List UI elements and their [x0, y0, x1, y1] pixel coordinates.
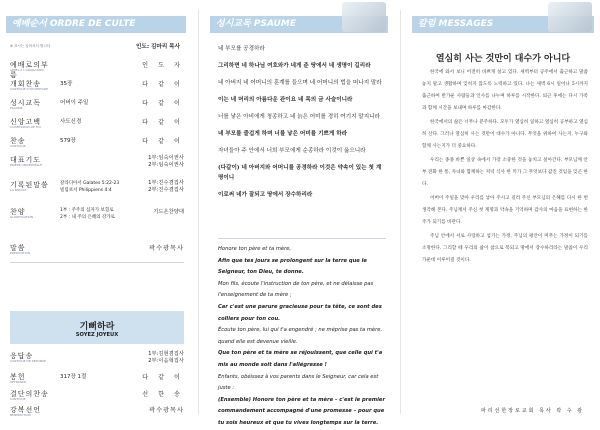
item-person: 1부:임숙이권사 2부:임숙이권사: [148, 155, 184, 168]
item-name: 대표기도: [10, 156, 42, 164]
item-subtitle: PRIERE UNIVERSELLE: [10, 163, 43, 167]
message-title: 열심히 사는 것만이 대수가 아니다: [435, 54, 571, 64]
worship-item: [10, 60, 184, 79]
item-person: 다 같 이: [142, 81, 184, 88]
psalm-line: 그리하면 네 하나님 여호와가 네게 준 땅에서 네 생명이 길리라: [218, 63, 371, 69]
item-detail: 317장 1절: [60, 374, 87, 380]
sermon-subtitle: SOYEZ JOYEUX: [75, 332, 119, 338]
item-name: 봉헌: [10, 373, 26, 381]
item-name: 개회찬송: [10, 80, 42, 88]
item-subtitle: GLORIFICATION: [10, 215, 34, 219]
item-name: 찬송: [10, 137, 26, 145]
item-subtitle: LA PAROLE: [10, 188, 27, 192]
psalm-french: [218, 244, 386, 430]
item-name: 예배로의부름: [10, 61, 49, 79]
psalm-fr-line: (Ensemble) Honore ton père et ta mère – c'est le premier commandement accompagné d'une promesse – pour que tu sois heureux et que tu vives longtemps sur la terre.: [218, 396, 386, 426]
message-paragraph: 우리는 종종 바쁜 일상 속에서 가장 소중한 것을 놓치고 살아간다. 부모님께 안부 전화 한 통, 자녀와 함께하는 저녁 식사 한 끼가 그 무엇보다 값진 것임을 잊곤 한다.: [422, 158, 588, 187]
item-name: 신앙고백: [10, 118, 42, 126]
message-paragraph: 한국에 와서 보니 어전히 바쁘게 살고 있다. 새벽부터 공주에서 출근하고 말씀 놓지 말고 생활하며 잊히지 않도록 노력하고 있다. 나는 새벽 6시 일어나 5시까지 출근하여 반가운 사람들과 인사를 나누며 하루를 시작한다. 퇴근 후에는 다시 가족과 함께 시간을 보내며 하루를 마감한다.: [422, 70, 588, 111]
psalm-line: 이로써 네가 잘되고 땅에서 장수하리라: [218, 192, 313, 198]
psalm-line: 네 부모를 공경하라: [218, 46, 265, 52]
message-paragraph: 한국에서의 삶은 너무나 분주하다. 모두가 열심히 일하고 열심히 공부하고 열심히 산다. 그러나 열심히 사는 것만이 대수가 아니다. 무엇을 위하여 사는지, 누구와 함께 사는지가 더 중요하다.: [422, 120, 588, 149]
item-detail: 사도신경: [60, 119, 82, 125]
item-subtitle: CANTIQUE DE REPONSE: [10, 359, 46, 363]
item-detail: 35장: [60, 81, 73, 87]
item-person: 다 같 이: [142, 100, 184, 107]
psalm-fr-line: Enfants, obéissez à vos parents dans le Seigneur, car cela est juste :: [218, 373, 379, 392]
worship-header: 예배순서 ORDRE DE CULTE: [6, 16, 186, 33]
worship-item: [10, 243, 184, 257]
item-person: 1부:진수겸집사 2부:진수겸집사: [148, 180, 184, 193]
item-subtitle: PSAUME: [10, 106, 23, 110]
item-detail: 어버이 주일: [60, 100, 89, 106]
item-person: 1부:김현겸집사 2부:이음혁집사: [148, 351, 184, 364]
item-name: 기록된말씀: [10, 181, 49, 189]
worship-item: [10, 155, 184, 175]
book-image: [342, 2, 386, 32]
item-person: 다 같 이: [142, 138, 184, 145]
psalm-korean: [218, 44, 386, 207]
psalm-header: 성시교독 PSAUME: [210, 16, 388, 33]
worship-item: [10, 117, 184, 131]
psalm-line: 이는 네 머리의 아름다운 관이요 네 목의 금 사슬이니라: [218, 97, 353, 103]
item-name: 응답송: [10, 352, 34, 360]
item-detail: 1부 : 주주의 십자가 보혈로 2부 : 내 주의 은혜의 강가로: [60, 208, 116, 220]
item-subtitle: CONFESSION DE FOI: [10, 125, 41, 129]
item-subtitle: APPEL A L'ADORATION: [10, 68, 44, 72]
psalm-fr-line: Car c'est une parure gracieuse pour ta tête, ce sont des colliers pour ton cou.: [218, 303, 382, 322]
item-subtitle: BENEDICTION: [10, 413, 31, 417]
message-paragraph: 어버이 주일을 맞아 우리를 낳아 주시고 길러 주신 부모님의 은혜를 다시 한 번 생각해 본다. 주님께서 주신 첫 계명과 약속을 기억하며 감사의 마음을 표현하는 한 주가 되기를 바란다.: [422, 196, 588, 225]
message-signature: 파리선한장로교회 목사 곽 수 광: [480, 408, 584, 414]
message-column: [406, 0, 600, 424]
worship-item: [10, 351, 184, 371]
sermon-title: 기뻐하라: [79, 322, 115, 332]
worship-item: [10, 180, 184, 200]
item-person: 곽수광목사: [149, 245, 184, 252]
standing-note: ※ 표시는 일어서서 합니다: [10, 44, 51, 48]
item-person: 다 같 이: [142, 119, 184, 126]
divider: [218, 238, 386, 239]
worship-item: [10, 405, 184, 419]
item-person: 선 한 송: [142, 391, 184, 398]
item-subtitle: CANTIQUE: [10, 397, 26, 401]
item-name: 강복선언: [10, 406, 42, 414]
item-subtitle: OFFRANDE: [10, 380, 27, 384]
item-subtitle: CANTIQUE: [10, 144, 26, 148]
worship-item: [10, 98, 184, 112]
psalm-fr-line: Honore ton père et ta mère,: [218, 246, 292, 252]
sermon-title-box: [10, 311, 184, 344]
message-paragraph: 주님 안에서 서로 사랑하고 섬기는 가정, 주님의 평안이 머무는 가정이 되기를 소망한다. 그리할 때 우리의 삶이 참으로 복되고 땅에서 장수하리라는 말씀이 우리 가운데 이루어질 것이다.: [422, 234, 588, 263]
psalm-fr-line: Afin que tes jours se prolongent sur la terre que le Seigneur, ton Dieu, te donne.: [218, 257, 367, 276]
column-divider: [198, 10, 199, 414]
item-name: 말씀: [10, 244, 26, 252]
item-subtitle: CANTIQUE D'OUVERTURE: [10, 87, 49, 91]
item-detail: 갈라디아서 Galates 5:22-23 빌립보서 Philippiens 4:4: [60, 181, 120, 193]
psalm-column: [204, 0, 394, 424]
psalm-line: 네 아버지 네 어머니의 훈계를 들으며 네 어머니의 법을 떠나지 말라: [218, 80, 382, 86]
item-name: 찬양: [10, 208, 26, 216]
item-person: 인 도 자: [142, 62, 184, 69]
psalm-fr-line: Que ton père et ta mère se réjouissent, que celle qui t'a mis au monde soit dans l'allégresse !: [218, 350, 383, 368]
coffee-cup-image: [548, 2, 592, 32]
worship-item: [10, 136, 184, 150]
worship-item: [10, 372, 184, 386]
item-person: 곽수광목사: [149, 407, 184, 414]
psalm-fr-line: Écoute ton père, lui qui t'a engendré ; ne méprise pas ta mère, quand elle est devenue vieille.: [218, 327, 383, 345]
item-person: 다 같 이: [142, 374, 184, 381]
message-header: 칼럼 MESSAGES: [412, 16, 594, 33]
worship-item: [10, 207, 184, 227]
worship-item: [10, 79, 184, 93]
psalm-line: 자녀들아 주 안에서 너희 부모에게 순종하라 이것이 옳으니라: [218, 148, 366, 154]
worship-order-column: [0, 0, 192, 424]
message-body: [422, 67, 588, 269]
item-person: 기드온찬양대: [153, 209, 184, 215]
worship-item: [10, 389, 184, 403]
item-subtitle: PREDICATION: [10, 251, 31, 255]
divider: [10, 262, 184, 263]
psalm-fr-line: Mon fils, écoute l'instruction de ton père, et ne délaisse pas l'enseignement de ta mère ;: [218, 280, 374, 299]
worship-leader: 인도: 김마리 목사: [136, 44, 180, 50]
item-name: 결단의찬송: [10, 390, 49, 398]
item-detail: 579장: [60, 138, 76, 144]
item-name: 성시교독: [10, 99, 42, 107]
psalm-line: 너를 낳은 아비에게 청종하고 네 늙은 어미를 경히 여기지 말지니라: [218, 114, 380, 120]
column-divider: [400, 10, 401, 414]
psalm-line: (다같이) 네 아버지와 어머니를 공경하라 이것은 약속이 있는 첫 계명이니: [218, 165, 382, 181]
psalm-line: 네 부모를 즐겁게 하며 너를 낳은 어미를 기쁘게 하라: [218, 131, 348, 137]
